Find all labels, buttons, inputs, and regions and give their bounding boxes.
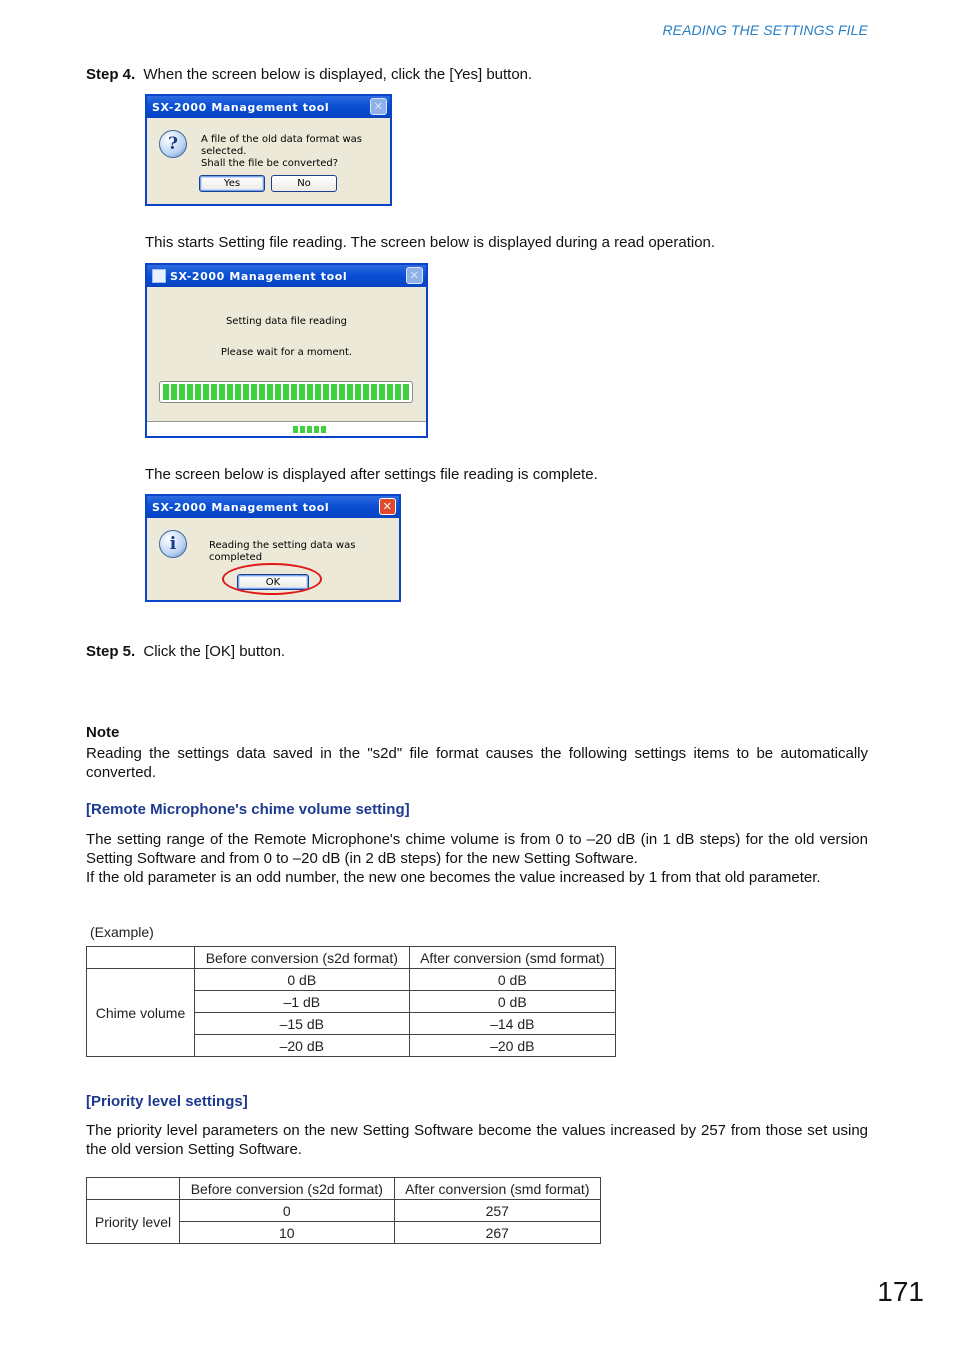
table-cell: –14 dB	[409, 1013, 615, 1035]
convert-dialog	[145, 94, 392, 206]
info-icon: i	[159, 530, 187, 558]
table-row-label: Chime volume	[87, 969, 195, 1057]
table-header-row	[87, 1178, 601, 1200]
complete-dialog	[145, 494, 401, 602]
page-number: 171	[877, 1276, 924, 1307]
table-corner-cell	[87, 1178, 180, 1200]
example-label: (Example)	[90, 924, 154, 940]
close-icon[interactable]: ✕	[379, 498, 396, 515]
convert-message-line-1: A file of the old data format was selected.	[201, 134, 363, 157]
convert-message-line-2: Shall the file be converted?	[201, 158, 339, 169]
table-cell: –15 dB	[195, 1013, 410, 1035]
complete-message: Reading the setting data was completed	[209, 540, 356, 563]
table-cell: 0 dB	[409, 969, 615, 991]
convert-dialog-titlebar[interactable]	[147, 96, 390, 118]
table-row	[87, 969, 616, 991]
step-4-label: Step 4.	[86, 66, 136, 83]
chime-volume-table	[86, 946, 616, 1057]
table-cell: –20 dB	[409, 1035, 615, 1057]
question-icon: ?	[159, 130, 187, 158]
reading-dialog	[145, 263, 428, 438]
table-cell: 0 dB	[195, 969, 410, 991]
reading-dialog-titlebar[interactable]	[147, 265, 426, 287]
table-cell: 267	[394, 1222, 600, 1244]
step-5	[86, 643, 285, 660]
chime-section-heading: [Remote Microphone's chime volume setting]	[86, 801, 410, 818]
running-header: READING THE SETTINGS FILE	[662, 22, 868, 38]
step-5-label: Step 5.	[86, 643, 136, 660]
table-cell: 10	[180, 1222, 395, 1244]
chime-text-1: The setting range of the Remote Microphone's chime volume is from 0 to –20 dB (in 1 dB steps) for the old version Setting Software and from 0 to –20 dB (in 2 dB steps) for the new Setting Software.	[86, 831, 868, 867]
reading-description: This starts Setting file reading. The screen below is displayed during a read operation.	[145, 234, 716, 251]
table-cell: –20 dB	[195, 1035, 410, 1057]
convert-dialog-title: SX-2000 Management tool	[152, 100, 330, 114]
no-button[interactable]: No	[271, 175, 337, 192]
complete-dialog-titlebar[interactable]	[147, 496, 399, 518]
yes-button[interactable]: Yes	[199, 175, 265, 192]
table-row-label: Priority level	[87, 1200, 180, 1244]
note-text: Reading the settings data saved in the "s2d" file format causes the following settings items to be automatically converted.	[86, 745, 868, 781]
convert-dialog-message	[201, 134, 390, 170]
table-header-after: After conversion (smd format)	[409, 947, 615, 969]
step-5-text: Click the [OK] button.	[143, 643, 286, 660]
close-icon[interactable]: ✕	[370, 98, 387, 115]
ok-button[interactable]: OK	[237, 574, 309, 590]
reading-line-2: Please wait for a moment.	[220, 347, 353, 358]
progress-bar	[159, 381, 413, 403]
table-cell: 0	[180, 1200, 395, 1222]
note-heading: Note	[86, 724, 120, 741]
reading-line-1: Setting data file reading	[225, 316, 348, 327]
table-row	[87, 1200, 601, 1222]
app-icon	[152, 269, 166, 283]
progress-bar-fill	[163, 384, 409, 400]
step-4	[86, 66, 532, 83]
complete-dialog-title: SX-2000 Management tool	[152, 500, 330, 514]
table-header-before: Before conversion (s2d format)	[180, 1178, 395, 1200]
table-header-before: Before conversion (s2d format)	[195, 947, 410, 969]
priority-section-heading: [Priority level settings]	[86, 1093, 248, 1110]
priority-level-table	[86, 1177, 601, 1244]
table-corner-cell	[87, 947, 195, 969]
table-header-row	[87, 947, 616, 969]
highlight-circle	[222, 563, 322, 595]
table-cell: 257	[394, 1200, 600, 1222]
table-header-after: After conversion (smd format)	[394, 1178, 600, 1200]
table-cell: –1 dB	[195, 991, 410, 1013]
status-strip	[147, 421, 426, 436]
complete-description: The screen below is displayed after settings file reading is complete.	[145, 466, 598, 483]
close-icon[interactable]: ✕	[406, 267, 423, 284]
reading-dialog-title: SX-2000 Management tool	[170, 269, 348, 283]
chime-text-2: If the old parameter is an odd number, the new one becomes the value increased by 1 from that old parameter.	[86, 869, 821, 886]
step-4-text: When the screen below is displayed, click the [Yes] button.	[143, 66, 533, 83]
priority-text: The priority level parameters on the new Setting Software become the values increased by 257 from those set using the old version Setting Software.	[86, 1122, 868, 1158]
status-activity-indicator	[293, 426, 327, 433]
table-cell: 0 dB	[409, 991, 615, 1013]
